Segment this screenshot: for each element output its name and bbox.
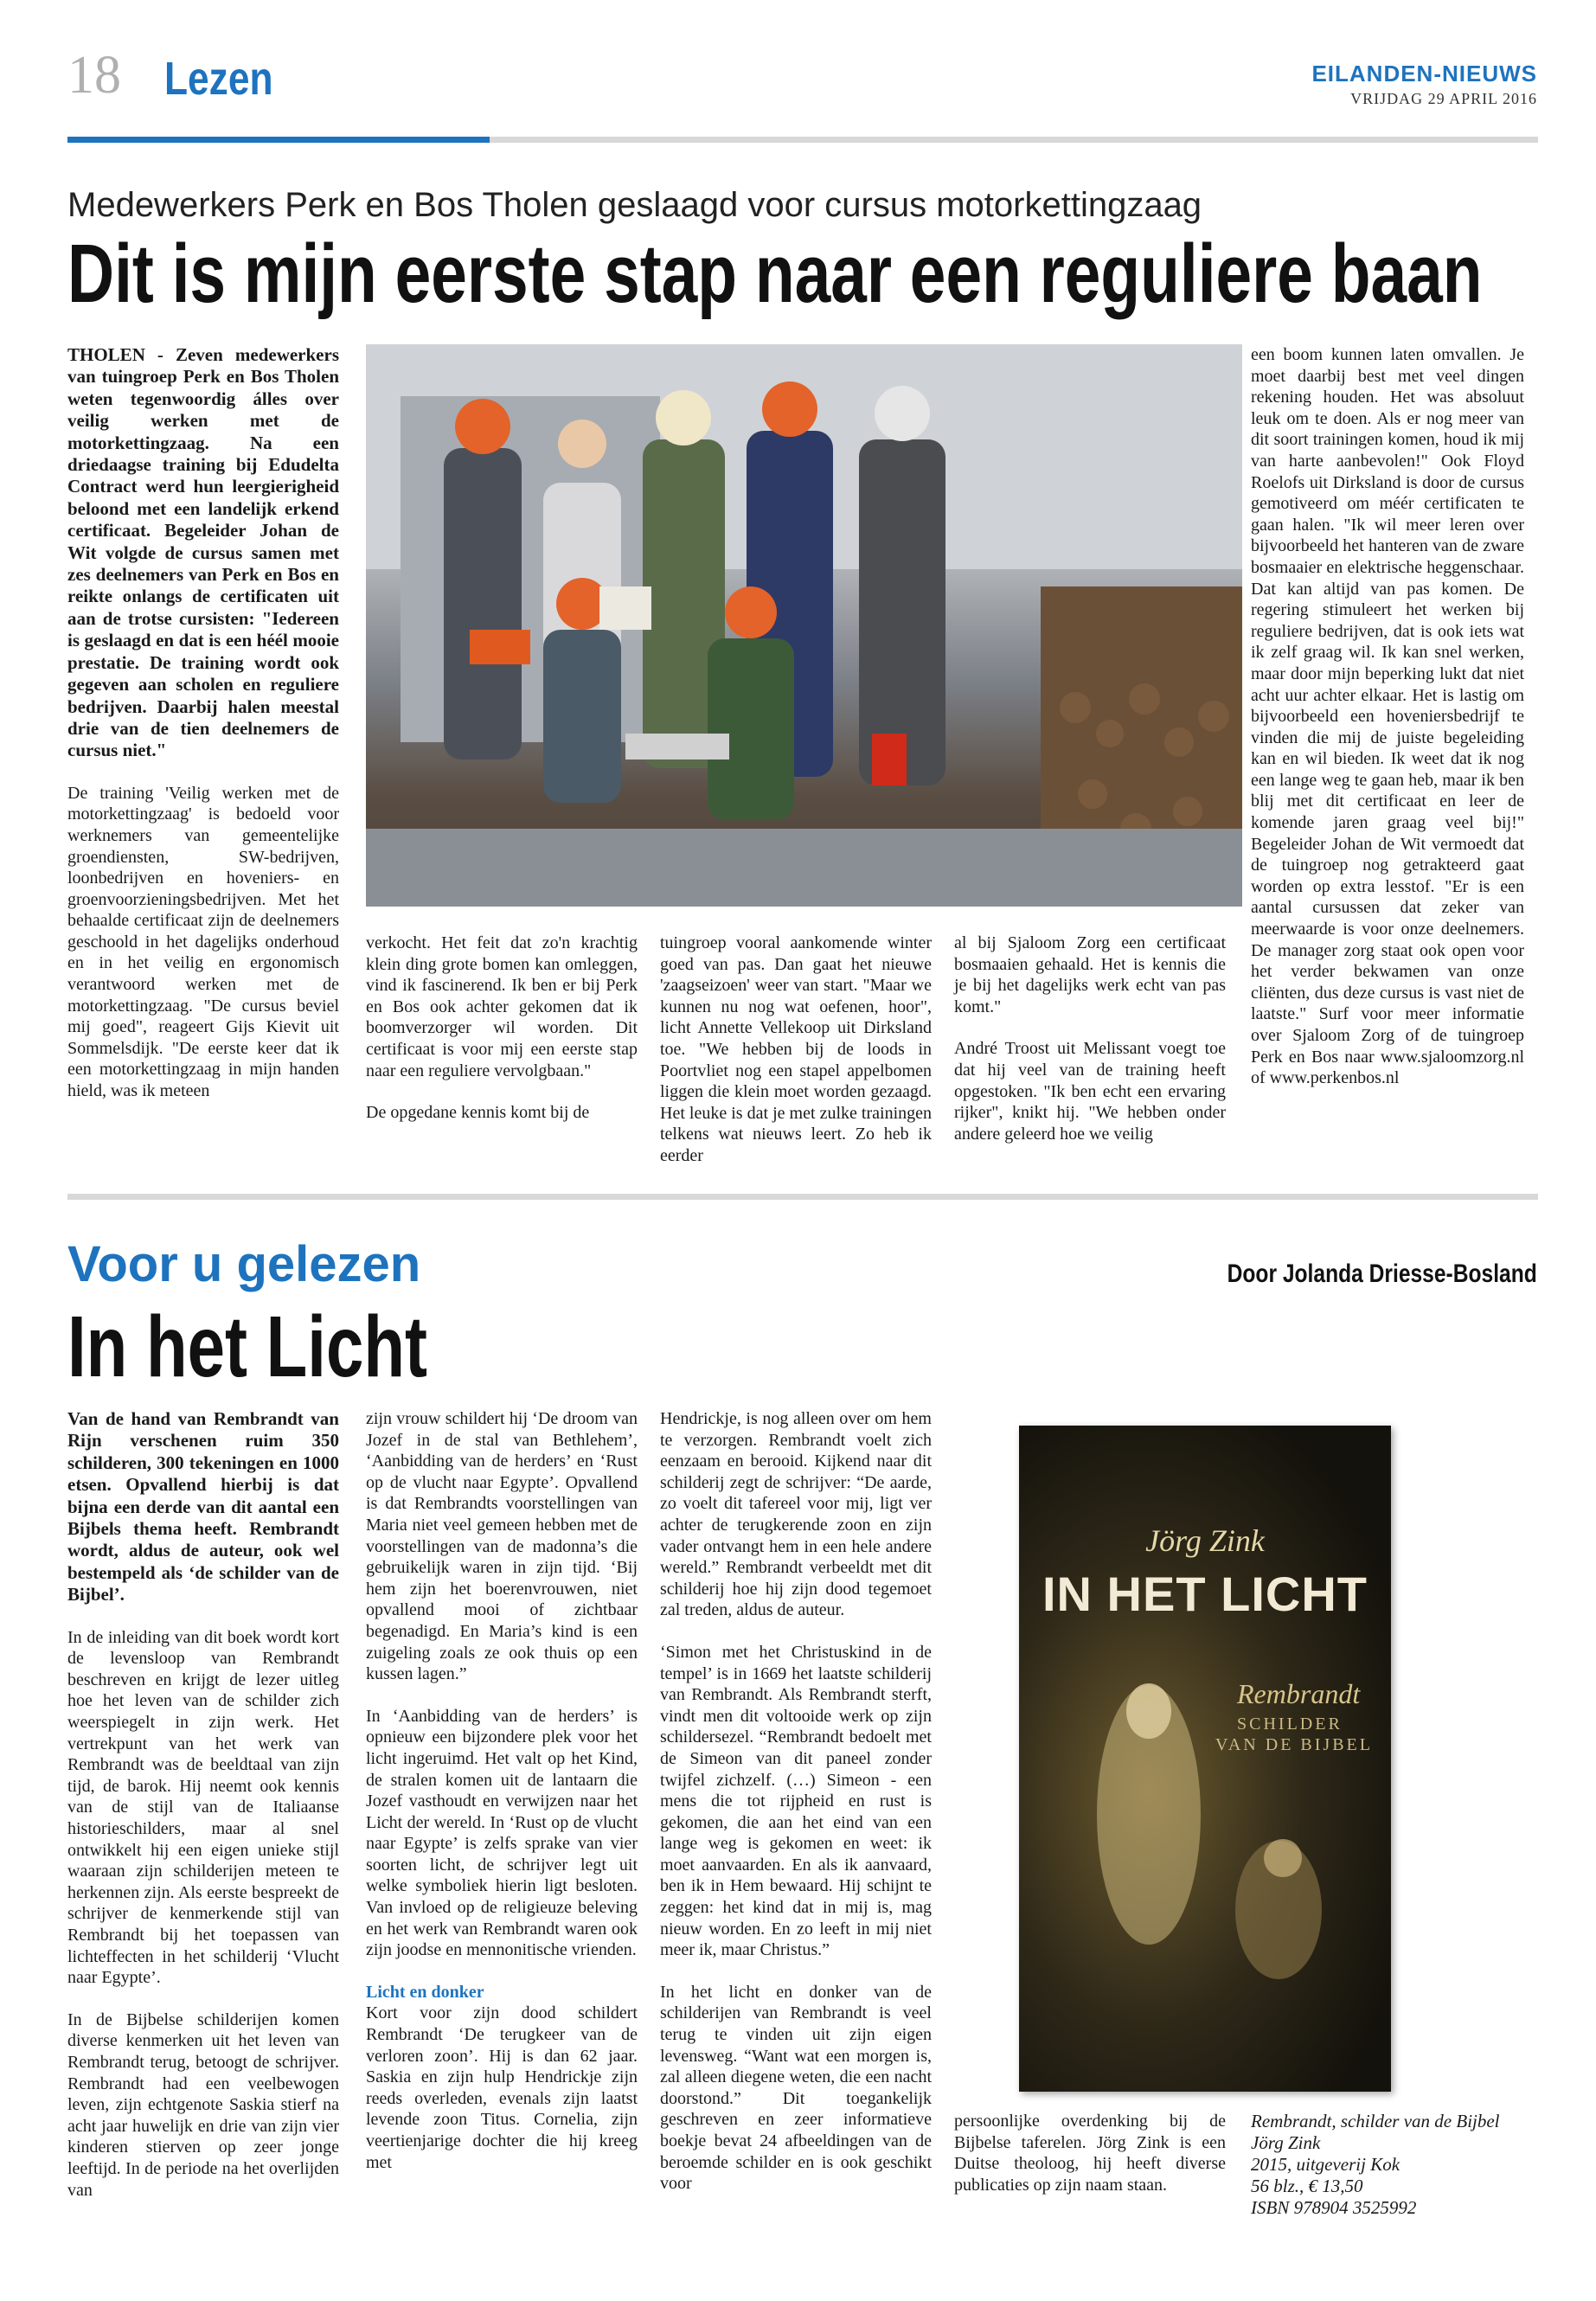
caption-line: Jörg Zink — [1251, 2132, 1321, 2153]
review-paragraph: Hendrickje, is nog alleen over om hem te verzorgen. Rembrandt voelt zich eenzaam en berooid. Kijkend naar dit schilderij zegt de schrijver: “De aarde, zo voelt dit tafereel voor mij, ligt ver achter de terugkerende zoon en zijn vader ontvangt hem in een hele andere wereld.” Rembrandt verbeeldt met dit schilderij hoe hij zijn dood tegemoet zal treden, aldus de auteur. — [660, 1409, 932, 1620]
article-column-3 — [660, 933, 932, 1188]
review-paragraph: In het licht en donker van de schilderijen van Rembrandt is veel terug te vinden uit zijn eigen levensweg. “Want wat een morgen is, zal alleen diegene weten, die een nacht doorstond.” Dit toegankelijk geschreven en zeer informatieve boekje bevat 24 afbeeldingen van de beroemde schilder en is ook geschikt voor — [660, 1982, 932, 2194]
review-section-title: Voor u gelezen — [67, 1236, 421, 1292]
article-column-2 — [366, 933, 638, 1144]
article-divider — [67, 1194, 1538, 1200]
article-lead: THOLEN - Zeven medewerkers van tuingroep Perk en Bos Tholen weten tegenwoordig álles over veilig werken met de motorkettingzaag. Na een driedaagse training bij Edudelta Contract werd hun leergierigheid beloond met een landelijk erkend certificaat. Begeleider Johan de Wit volgde de cursus samen met zes deelnemers van Perk en Bos en reikte onlangs de certificaten uit aan de trotse cursisten: "Iedereen is geslaagd en dat is een héél mooie prestatie. De training wordt ook gegeven aan scholen en reguliere bedrijven. Daarbij halen meestal drie van de tien deelnemers de cursus niet." — [67, 344, 339, 761]
review-paragraph: zijn vrouw schildert hij ‘De droom van Jozef in de stal van Bethlehem’, ‘Aanbidding van de herders’ en ‘Rust op de vlucht naar Egypte’. Opvallend is dat Rembrandts voorstellingen van Maria niet veel gemeen hebben met de voorstellingen van de madonna’s die gebruikelijk waren in zijn tijd. ‘Bij hem zijn het boerenvrouwen, niet opvallend mooi of zichtbaar begenadigd. En Maria’s kind is een zuigeling zoals ze ook thuis op een kussen lagen.” — [366, 1409, 638, 1684]
review-paragraph: Kort voor zijn dood schildert Rembrandt ‘De terugkeer van de verloren zoon’. Hij is dan 62 jaar. Saskia en zijn hulp Hendrickje zijn reeds overleden, evenals zijn laatst levende zoon Titus. Cornelia, zijn veertienjarige dochter die hij kreeg met — [366, 2003, 638, 2172]
book-subtitle: VAN DE BIJBEL — [1215, 1735, 1373, 1754]
issue-date: VRIJDAG 29 APRIL 2016 — [1350, 90, 1537, 107]
book-title: IN HET LICHT — [1042, 1567, 1368, 1621]
book-subtitle: SCHILDER — [1237, 1715, 1343, 1734]
article-paragraph: al bij Sjaloom Zorg een certificaat bosmaaien gehaald. Het is kennis die je bij het dagelijks werk echt van pas komt." — [954, 933, 1226, 1016]
review-paragraph: ‘Simon met het Christuskind in de tempel’ is in 1669 het laatste schilderij van Rembrandt. Als Rembrandt sterft, vindt men dit voltooide werk op zijn schildersezel. “Rembrandt bedoelt met de Simeon van dit paneel zonder twijfel zichzelf. (…) Simeon - een mens die tot rijpheid en rust is gekomen, die aan het eind van een lange weg is gekomen en weet: ik moet aanvaarden. En als ik aanvaard, ben ik in Hem bewaard. Hij schijnt te zeggen: het kind dat in mij is, mag nieuw worden. En zo leeft in mij niet meer ik, maar Christus.” — [660, 1642, 932, 1960]
review-paragraph: In ‘Aanbidding van de herders’ is opnieuw een bijzondere plek voor het licht ingeruimd. Het valt op het Kind, de stralen komen uit de lantaarn die Jozef vasthoudt en verwijzen naar het Licht der wereld. In ‘Rust op de vlucht naar Egypte’ is zelfs sprake van vier soorten licht, de schrijver legt uit welke symboliek hierin ligt besloten. Van invloed op de religieuze beleving en het werk van Rembrandt waren ook zijn joodse en mennonitische vrienden. — [366, 1706, 638, 1960]
article-paragraph: een boom kunnen laten omvallen. Je moet daarbij best met veel dingen rekening houden. Het was absoluut leuk om te doen. Als er nog meer van dit soort trainingen komen, houd ik mij van harte aanbevolen!" Ook Floyd Roelofs uit Dirksland is door de cursus gemotiveerd om méér certificaten te gaan halen. "Ik wil meer leren over bijvoorbeeld het hanteren van de zware bosmaaier en elektrische heggenschaar. Dat kan altijd van pas komen. De regering stimuleert het werken bij reguliere bedrijven, dat is ook iets wat ik zelf graag wil. Ik kan snel werken, maar door mijn beperking lukt dat niet acht uur achter elkaar. Het is lastig om bijvoorbeeld een hoveniersbedrijf te vinden die mij de juiste begeleiding kan en wil bieden. Ik weet dat ik nog een lange weg te gaan heb, maar ik ben blij met dit certificaat en leer de komende jaren graag veel bij!" Begeleider Johan de Wit vermoedt dat de tuingroep nog getrakteerd gaat worden op extra lesstof. "Er is een aantal cursussen dat zeker van meerwaarde is voor onze deelnemers. De manager zorg staat ook open voor het verder bekwamen van onze cliënten, dus deze cursus is vast niet de laatste." Surf voor meer informatie over Sjaloom Zorg of de tuingroep Perk en Bos naar www.sjaloomzorg.nl of www.perkenbos.nl — [1251, 345, 1524, 1088]
caption-line: Rembrandt, schilder van de Bijbel — [1251, 2111, 1500, 2131]
review-byline: Door Jolanda Driesse-Bosland — [1227, 1259, 1537, 1288]
article-headline: Dit is mijn eerste stap naar een reguliere baan — [67, 228, 1483, 320]
article-kicker: Medewerkers Perk en Bos Tholen geslaagd voor cursus motorkettingzaag — [67, 186, 1202, 224]
book-author: Jörg Zink — [1145, 1523, 1265, 1558]
review-column-3 — [660, 1408, 932, 2215]
book-subtitle: Rembrandt — [1237, 1678, 1361, 1709]
review-column-1 — [67, 1408, 339, 2221]
page-number: 18 — [67, 46, 121, 105]
review-column-2 — [366, 1408, 638, 2194]
review-paragraph: In de Bijbelse schilderijen komen diverse kenmerken uit het leven van Rembrandt terug, betoogt de schrijver. Rembrandt had een veelbewogen leven, zijn echtgenote Saskia stierf na acht jaar huwelijk en drie van zijn vier kinderen stierven op zeer jonge leeftijd. In de periode na het overlijden van — [67, 2009, 339, 2200]
review-subheading: Licht en donker — [366, 1982, 484, 2002]
article-paragraph: De opgedane kennis komt bij de — [366, 1103, 590, 1123]
review-title: In het Licht — [67, 1298, 427, 1395]
section-title: Lezen — [164, 53, 273, 105]
article-column-1 — [67, 344, 339, 1123]
article-column-4 — [954, 933, 1226, 1165]
review-paragraph: persoonlijke overdenking bij de Bijbelse taferelen. Jörg Zink is een Duitse theoloog, hij heeft diverse publicaties op zijn naam staan. — [954, 2112, 1226, 2195]
caption-line: ISBN 978904 3525992 — [1251, 2197, 1417, 2218]
group-photo-illustration — [366, 344, 1242, 907]
review-column-4 — [954, 2111, 1226, 2216]
caption-line: 56 blz., € 13,50 — [1251, 2176, 1363, 2196]
review-lead: Van de hand van Rembrandt van Rijn verschenen ruim 350 schilderen, 300 tekeningen en 1000 etsen. Opvallend hierbij is dat bijna een derde van dit aantal een Bijbels thema heeft. Rembrandt wordt, aldus de auteur, ook wel bestempeld als ‘de schilder van de Bijbel’. — [67, 1408, 339, 1606]
review-paragraph: In de inleiding van dit boek wordt kort de levensloop van Rembrandt beschreven en krijgt de lezer uitleg hoe het leven van de schilder zich weerspiegelt in zijn werk. Het vertrekpunt van het werk van Rembrandt was de beeldtaal van zijn tijd, de barok. Hij neemt ook kennis van de stijl van de Italiaanse historieschilders, maar al snel ontwikkelt hij een eigen unieke stijl waaraan zijn schilderijen meteen te herkennen zijn. Als eerste bespreekt de schrijver de kenmerkende stijl van Rembrandt bij het toepassen van lichteffecten in het schilderij ‘Vlucht naar Egypte’. — [67, 1627, 339, 1988]
caption-line: 2015, uitgeverij Kok — [1251, 2154, 1401, 2175]
article-column-5 — [1251, 344, 1524, 1110]
article-paragraph: André Troost uit Melissant voegt toe dat hij veel van de training heeft opgestoken. "Ik ben echt een ervaring rijker", knikt hij. "We hebben onder andere geleerd hoe we veilig — [954, 1039, 1226, 1144]
article-photo — [366, 344, 1242, 907]
header-accent-rule — [67, 137, 490, 143]
newspaper-brand: EILANDEN-NIEUWS — [1311, 61, 1537, 87]
article-paragraph: De training 'Veilig werken met de motorkettingzaag' is bedoeld voor werknemers van gemeentelijke groendiensten, SW-bedrijven, loonbedrijven en hoveniers- en groenvoorzieningsbedrijven. Met het behaalde certificaat zijn de deelnemers geschoold in het dagelijks onderhoud en in het veilig en ergonomisch verantwoord werken met de motorkettingzaag. "De cursus beviel mij goed", reageert Gijs Kievit uit Sommelsdijk. "De eerste keer dat ik een motorkettingzaag in mijn handen hield, was ik meteen — [67, 783, 339, 1101]
article-paragraph: tuingroep vooral aankomende winter goed van pas. Dan gaat het nieuwe 'zaagseizoen' weer van start. "Maar we kunnen nu nog wat oefenen, hoor", licht Annette Vellekoop uit Dirksland toe. "We hebben bij de loods in Poortvliet nog een stapel appelbomen liggen die klein moet worden gezaagd. Het leuke is dat je met zulke trainingen telkens wat nieuws leert. Zo heb ik eerder — [660, 933, 932, 1165]
book-caption — [1251, 2111, 1524, 2219]
article-paragraph: verkocht. Het feit dat zo'n krachtig klein ding grote bomen kan omleggen, vind ik fascinerend. Ik ben er bij Perk en Bos ook achter gekomen dat ik boomverzorger wil worden. Dit certificaat is voor mij een eerste stap naar een reguliere vervolgbaan." — [366, 933, 638, 1080]
